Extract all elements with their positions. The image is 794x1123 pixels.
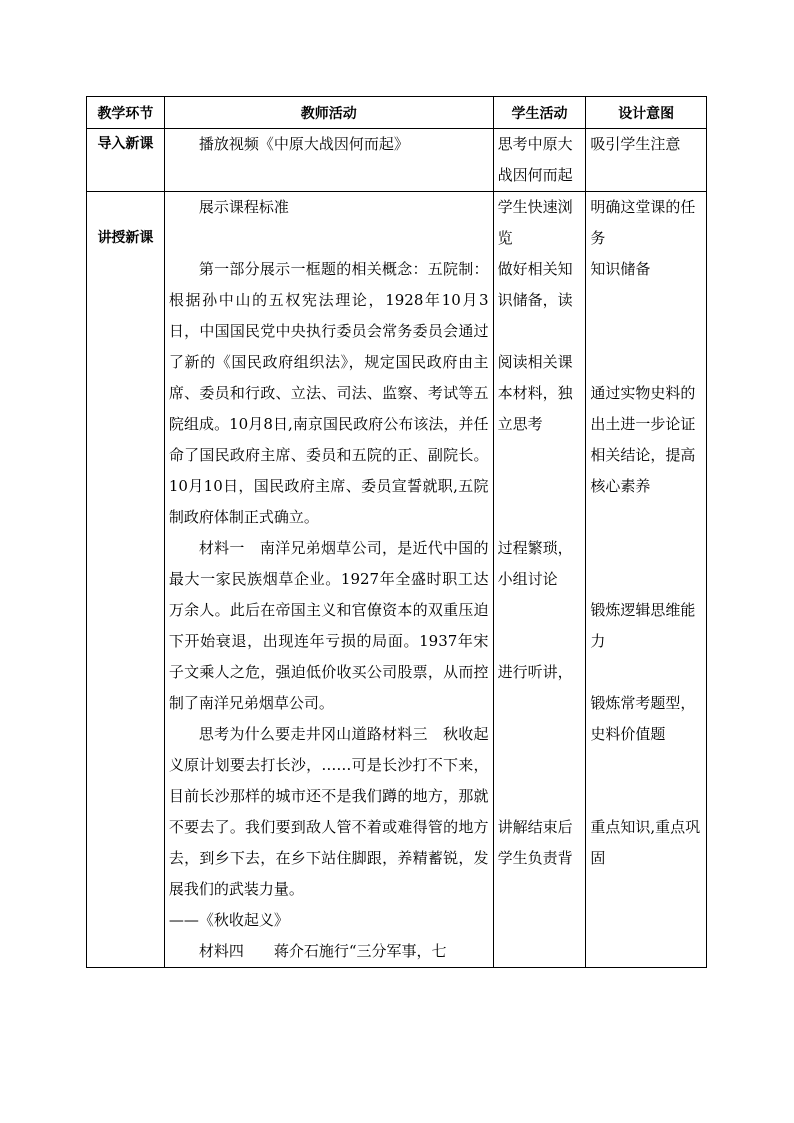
- lesson-plan-table: [86, 96, 707, 968]
- header-teacher-activity: 教师活动: [164, 97, 493, 129]
- main-intent-cell: [586, 192, 707, 968]
- teacher-five-yuan-concept: 第一部分展示一框题的相关概念：五院制：根据孙中山的五权宪法理论，1928年10月3日，中国国民党中央执行委员会常务委员会通过了新的《国民政府组织法》，规定国民政府由主席、委员和行政、立法、司法、监察、考试等五院组成。10月8日,南京国民政府公布该法，并任命了国民政府主席、委员和五院的正、副院长。10月10日，国民政府主席、委员宣誓就职,五院制政府体制正式确立。: [168, 260, 489, 526]
- teacher-curriculum-standard: 展示课程标准: [198, 198, 289, 216]
- header-row: [87, 97, 707, 129]
- intro-stage-label: 导入新课: [97, 136, 154, 152]
- student-read-think: 阅读相关课本材料，独立思考: [497, 353, 573, 433]
- student-group-discussion: 过程繁琐，小组讨论: [497, 539, 573, 588]
- teacher-material-one: 材料一 南洋兄弟烟草公司，是近代中国的最大一家民族烟草企业。1927年全盛时职工达万余人。此后在帝国主义和官僚资本的双重压迫下开始衰退，出现连年亏损的局面。1937年宋子文乘人之危，强迫低价收买公司股票，从而控制了南洋兄弟烟草公司。: [168, 539, 489, 712]
- teacher-material-four: 材料四 蒋介石施行“三分军事，七: [198, 942, 447, 960]
- main-row: [87, 192, 707, 968]
- intent-exam-questions: 锻炼常考题型，史料价值题: [590, 694, 696, 743]
- intro-student-cell: [493, 129, 586, 192]
- student-recite: 讲解结束后学生负责背: [497, 818, 573, 867]
- intent-clarify-task: 明确这堂课的任务: [590, 198, 696, 247]
- intro-row: [87, 129, 707, 192]
- intent-key-points: 重点知识,重点巩固: [590, 818, 701, 867]
- header-stage: 教学环节: [87, 97, 165, 129]
- student-prepare: 做好相关知识储备，读: [497, 260, 573, 309]
- main-stage-label: 讲授新课: [97, 230, 154, 246]
- intro-teacher-text: 播放视频《中原大战因何而起》: [198, 135, 409, 153]
- main-stage-cell: [87, 192, 165, 968]
- intro-intent-cell: [586, 129, 707, 192]
- intent-knowledge-reserve: 知识储备: [590, 260, 651, 278]
- main-teacher-cell: [164, 192, 493, 968]
- header-student-activity: 学生活动: [493, 97, 586, 129]
- intro-stage-cell: [87, 129, 165, 192]
- intro-intent-text: 吸引学生注意: [590, 135, 681, 153]
- teacher-material-three: 思考为什么要走井冈山道路材料三 秋收起义原计划要去打长沙，……可是长沙打不下来，目前长沙那样的城市还不是我们蹲的地方，那就不要去了。我们要到敌人管不着或难得管的地方去，到乡下去，在乡下站住脚跟，养精蓄锐，发展我们的武装力量。: [168, 725, 489, 898]
- intent-core-literacy: 通过实物史料的出土进一步论证相关结论，提高核心素养: [590, 384, 696, 495]
- intro-student-text: 思考中原大战因何而起: [497, 135, 573, 184]
- student-listen: 进行听讲，: [497, 663, 573, 681]
- student-browse: 学生快速浏览: [497, 198, 573, 247]
- header-design-intent: 设计意图: [586, 97, 707, 129]
- main-student-cell: [493, 192, 586, 968]
- teacher-source-citation: ——《秋收起义》: [168, 911, 289, 929]
- intent-logic-thinking: 锻炼逻辑思维能力: [590, 601, 696, 650]
- intro-teacher-cell: [164, 129, 493, 192]
